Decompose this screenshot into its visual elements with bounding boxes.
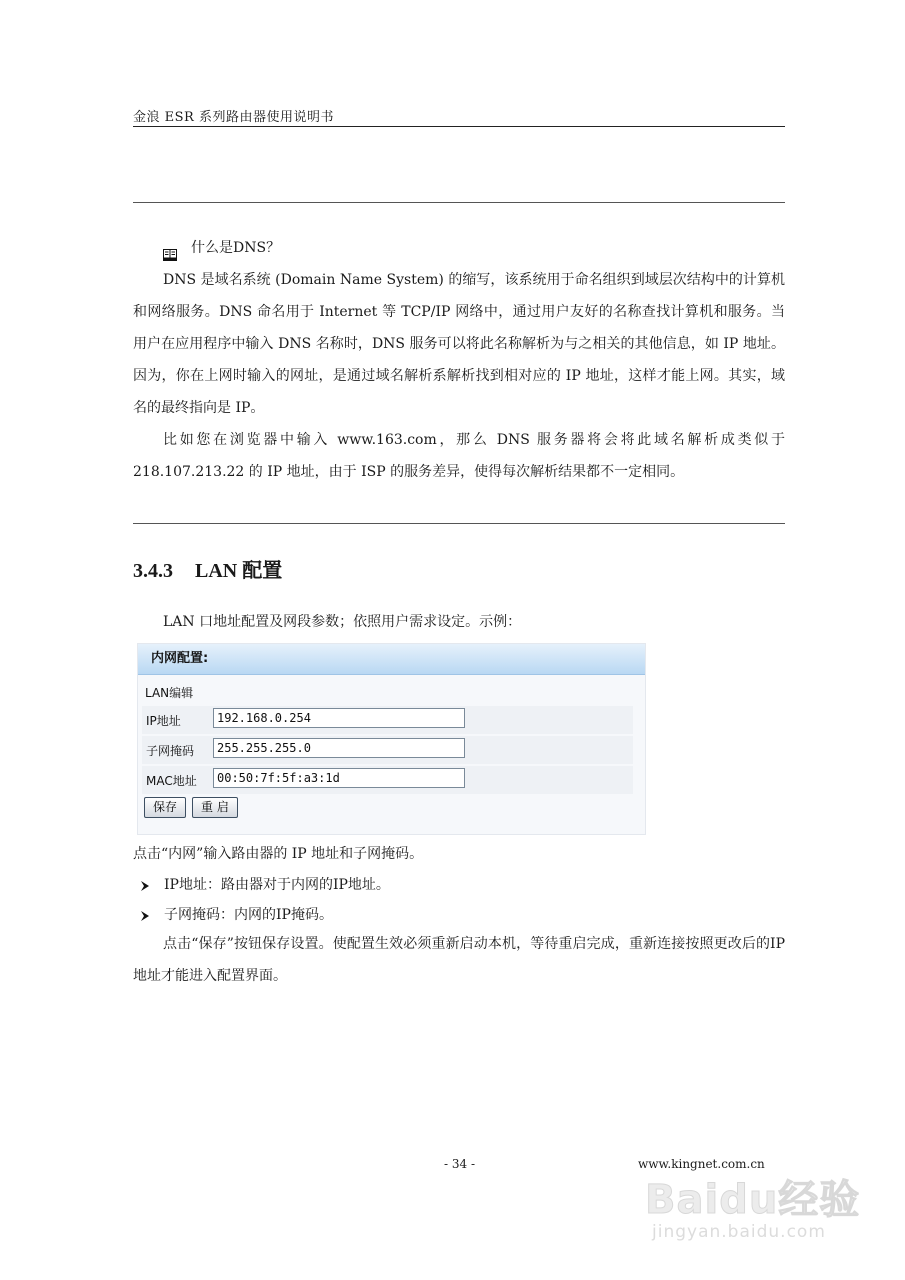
restart-button[interactable]: 重 启 [192, 797, 238, 818]
panel-header: 内网配置: [138, 644, 645, 675]
section-intro: LAN 口地址配置及网段参数；依照用户需求设定。示例： [163, 614, 522, 630]
mac-address-row [142, 766, 633, 794]
book-icon [163, 242, 177, 254]
note-body [133, 264, 785, 488]
final-paragraph-block [133, 928, 785, 992]
baidu-watermark-url: jingyan.baidu.com [652, 1222, 826, 1242]
panel-subheading: LAN编辑 [145, 686, 194, 700]
subnet-mask-row [142, 736, 633, 764]
mac-address-input[interactable] [213, 768, 465, 788]
ip-address-label: IP地址 [146, 714, 181, 728]
subnet-mask-label: 子网掩码 [146, 744, 195, 758]
bullet-item [140, 874, 390, 894]
bullet-item [140, 904, 333, 924]
section-heading [133, 554, 282, 583]
footer-site: www.kingnet.com.cn [638, 1157, 765, 1171]
ip-address-input[interactable] [213, 708, 465, 728]
note-paragraph-2: 比如您在浏览器中输入 www.163.com，那么 DNS 服务器将会将此域名解析成类似于 218.107.213.22 的 IP 地址，由于 ISP 的服务差异，使得每次解析结果都不一定相同。 [133, 432, 785, 480]
baidu-watermark-logo: Baidu经验 [645, 1177, 861, 1223]
subnet-mask-input[interactable] [213, 738, 465, 758]
header-rule [133, 126, 785, 127]
note-bottom-rule [133, 523, 785, 524]
bullet-text: 子网掩码：内网的IP掩码。 [164, 907, 333, 923]
bullet-text: IP地址：路由器对于内网的IP地址。 [164, 877, 390, 893]
note-paragraph-1: DNS 是域名系统 (Domain Name System) 的缩写，该系统用于命名组织到域层次结构中的计算机和网络服务。DNS 命名用于 Internet 等 TCP/IP 网络中，通过用户友好的名称查找计算机和服务。当用户在应用程序中输入 DNS 名称时，DNS 服务可以将此名称解析为与之相关的其他信息，如 IP 地址。因为，你在上网时输入的网址，是通过域名解析系解析找到相对应的 IP 地址，这样才能上网。其实，域名的最终指向是 IP。 [133, 272, 785, 416]
section-title: LAN 配置 [195, 560, 283, 582]
lan-config-panel [137, 643, 646, 835]
mac-address-label: MAC地址 [146, 774, 197, 788]
save-button[interactable]: 保存 [144, 797, 186, 818]
note-title: 什么是DNS？ [191, 240, 281, 256]
final-paragraph: 点击“保存”按钮保存设置。使配置生效必须重新启动本机，等待重启完成，重新连接按照更改后的IP地址才能进入配置界面。 [133, 936, 785, 984]
arrow-bullet-icon [140, 879, 150, 889]
arrow-bullet-icon [140, 909, 150, 919]
note-top-rule [133, 202, 785, 203]
after-line: 点击“内网”输入路由器的 IP 地址和子网掩码。 [133, 846, 424, 862]
section-number: 3.4.3 [133, 560, 173, 582]
page-number: - 34 - [444, 1157, 476, 1171]
panel-buttons [144, 797, 645, 818]
document-header-title: 金浪 ESR 系列路由器使用说明书 [133, 110, 334, 125]
ip-address-row [142, 706, 633, 734]
note-title-line [163, 233, 280, 263]
